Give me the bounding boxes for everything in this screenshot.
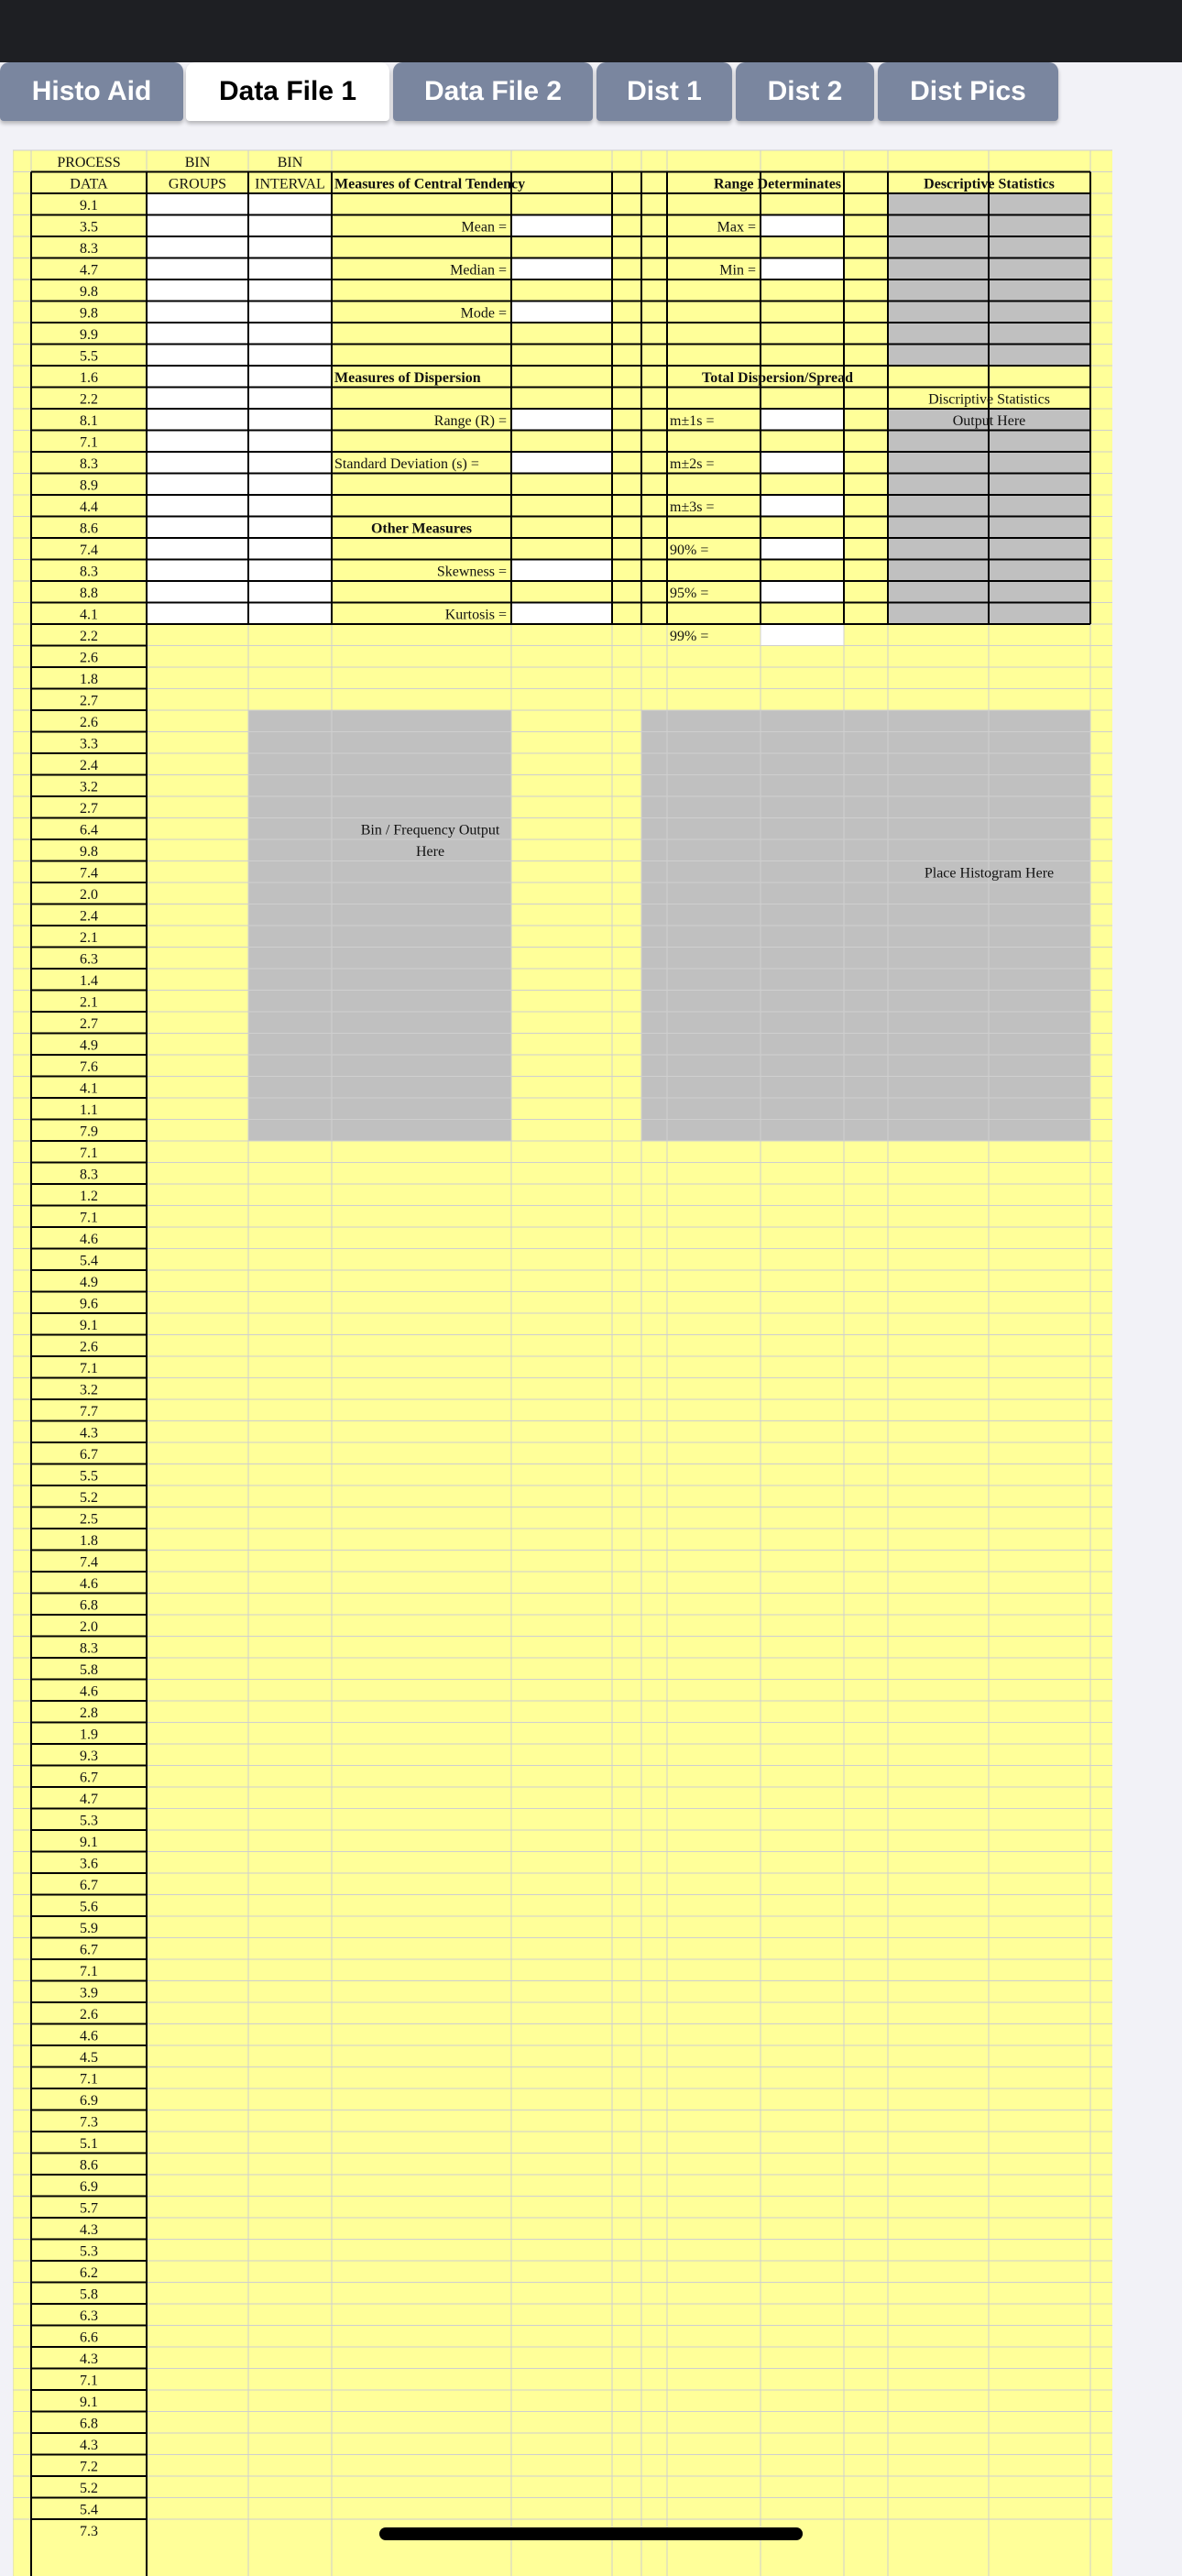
process-data-cell: 5.4 xyxy=(80,2502,98,2518)
mode-input[interactable] xyxy=(511,301,612,323)
central-tendency-header: Measures of Central Tendency xyxy=(334,176,526,192)
process-data-cell: 7.1 xyxy=(80,2373,98,2389)
dispersion-header: Measures of Dispersion xyxy=(334,369,481,386)
process-data-header: DATA xyxy=(70,176,108,192)
process-data-cell: 1.2 xyxy=(80,1188,98,1204)
tab-dist-pics[interactable]: Dist Pics xyxy=(878,62,1058,121)
tab-dist-1[interactable]: Dist 1 xyxy=(596,62,732,121)
home-indicator xyxy=(379,2527,803,2540)
process-data-cell: 1.8 xyxy=(80,1532,98,1549)
process-data-cell: 7.3 xyxy=(80,2523,98,2539)
process-data-cell: 4.9 xyxy=(80,1037,98,1054)
process-data-cell: 6.8 xyxy=(80,2416,98,2432)
tab-data-file-2[interactable]: Data File 2 xyxy=(393,62,593,121)
process-data-cell: 5.7 xyxy=(80,2200,98,2217)
process-data-cell: 5.5 xyxy=(80,348,98,365)
process-data-cell: 5.5 xyxy=(80,1468,98,1485)
process-data-cell: 6.9 xyxy=(80,2178,98,2195)
process-data-cell: 9.1 xyxy=(80,2394,98,2410)
process-data-cell: 7.3 xyxy=(80,2114,98,2131)
process-data-cell: 2.4 xyxy=(80,908,98,925)
process-data-cell: 4.3 xyxy=(80,2437,98,2453)
process-data-cell: 8.1 xyxy=(80,412,98,429)
kurtosis-label: Kurtosis = xyxy=(444,607,507,623)
process-data-cell: 9.8 xyxy=(80,305,98,322)
process-data-cell: 4.1 xyxy=(80,607,98,623)
bin-interval-header: BIN xyxy=(277,154,303,170)
process-data-cell: 4.6 xyxy=(80,1683,98,1700)
process-data-cell: 2.0 xyxy=(80,886,98,903)
tab-data-file-1[interactable]: Data File 1 xyxy=(186,62,389,121)
process-data-cell: 4.3 xyxy=(80,1425,98,1441)
process-data-cell: 9.8 xyxy=(80,283,98,300)
process-data-cell: 7.4 xyxy=(80,542,98,558)
sheet-top-margin xyxy=(13,138,1112,150)
median-label: Median = xyxy=(450,262,507,279)
spreadsheet-grid[interactable] xyxy=(13,138,1112,2576)
process-data-cell: 6.3 xyxy=(80,2307,98,2324)
process-data-cell: 9.1 xyxy=(80,1317,98,1333)
process-data-cell: 9.6 xyxy=(80,1296,98,1312)
kurtosis-input[interactable] xyxy=(511,603,612,625)
skewness-input[interactable] xyxy=(511,560,612,582)
total-dispersion-header: Total Dispersion/Spread xyxy=(702,369,853,386)
mean-input[interactable] xyxy=(511,215,612,237)
process-data-cell: 5.1 xyxy=(80,2135,98,2152)
process-data-cell: 4.3 xyxy=(80,2351,98,2367)
descriptive-statistics-header: Descriptive Statistics xyxy=(924,176,1055,192)
process-data-cell: 7.2 xyxy=(80,2459,98,2475)
process-data-cell: 7.9 xyxy=(80,1124,98,1140)
process-data-cell: 2.6 xyxy=(80,2006,98,2022)
mean-label: Mean = xyxy=(461,219,507,236)
bin-frequency-output-note: Bin / Frequency Output xyxy=(360,822,500,839)
process-data-cell: 7.1 xyxy=(80,1360,98,1376)
process-data-cell: 9.9 xyxy=(80,326,98,343)
min-label: Min = xyxy=(719,262,756,279)
process-data-cell: 2.2 xyxy=(80,628,98,644)
skewness-label: Skewness = xyxy=(436,564,507,580)
process-data-cell: 2.6 xyxy=(80,714,98,730)
tab-histo-aid[interactable]: Histo Aid xyxy=(0,62,183,121)
other-measures-header: Other Measures xyxy=(370,521,473,537)
process-data-cell: 1.9 xyxy=(80,1726,98,1743)
process-data-cell: 8.3 xyxy=(80,1167,98,1183)
process-data-cell: 7.4 xyxy=(80,1554,98,1571)
process-data-cell: 5.3 xyxy=(80,2243,98,2260)
process-data-cell: 7.1 xyxy=(80,434,98,451)
range-determinates-header: Range Determinates xyxy=(713,176,842,192)
process-data-cell: 6.6 xyxy=(80,2329,98,2346)
process-data-cell: 2.7 xyxy=(80,1015,98,1032)
process-data-cell: 5.2 xyxy=(80,1489,98,1506)
process-data-cell: 8.6 xyxy=(80,521,98,537)
range-label: Range (R) = xyxy=(433,412,507,429)
sheet-tab-bar xyxy=(0,62,1182,128)
process-data-cell: 7.1 xyxy=(80,1963,98,1979)
process-data-cell: 4.6 xyxy=(80,1575,98,1592)
process-data-cell: 8.3 xyxy=(80,455,98,472)
process-data-cell: 8.9 xyxy=(80,477,98,494)
process-data-header: PROCESS xyxy=(57,154,121,170)
bin-groups-header: GROUPS xyxy=(168,176,227,192)
process-data-cell: 3.3 xyxy=(80,736,98,752)
process-data-cell: 3.2 xyxy=(80,1382,98,1398)
max-input[interactable] xyxy=(761,215,844,237)
p99-input[interactable] xyxy=(761,624,844,646)
process-data-cell: 5.3 xyxy=(80,1813,98,1829)
histogram-placeholder-note: Place Histogram Here xyxy=(924,865,1055,882)
process-data-cell: 2.6 xyxy=(80,1339,98,1355)
process-data-cell: 1.8 xyxy=(80,671,98,687)
median-input[interactable] xyxy=(511,258,612,280)
process-data-cell: 4.1 xyxy=(80,1080,98,1097)
process-data-cell: 1.6 xyxy=(80,369,98,386)
process-data-cell: 2.5 xyxy=(80,1511,98,1528)
process-data-cell: 9.1 xyxy=(80,197,98,214)
process-data-cell: 4.7 xyxy=(80,262,98,279)
mode-label: Mode = xyxy=(460,305,507,322)
process-data-cell: 2.1 xyxy=(80,994,98,1011)
process-data-cell: 9.8 xyxy=(80,843,98,860)
process-data-cell: 7.7 xyxy=(80,1403,98,1420)
m1s-label: m±1s = xyxy=(670,412,715,429)
m2s-input[interactable] xyxy=(761,452,844,474)
process-data-cell: 6.7 xyxy=(80,1877,98,1893)
process-data-cell: 5.9 xyxy=(80,1920,98,1936)
process-data-cell: 2.8 xyxy=(80,1705,98,1721)
process-data-cell: 5.2 xyxy=(80,2480,98,2496)
bin-frequency-output-note: Here xyxy=(415,843,445,860)
process-data-cell: 6.9 xyxy=(80,2092,98,2109)
m1s-input[interactable] xyxy=(761,409,844,431)
process-data-cell: 4.5 xyxy=(80,2049,98,2066)
bin-interval-header: INTERVAL xyxy=(255,176,325,192)
process-data-cell: 7.6 xyxy=(80,1058,98,1075)
tab-dist-2[interactable]: Dist 2 xyxy=(736,62,874,121)
process-data-cell: 9.1 xyxy=(80,1834,98,1850)
std-dev-input[interactable] xyxy=(511,452,612,474)
process-data-cell: 4.7 xyxy=(80,1791,98,1807)
process-data-cell: 3.5 xyxy=(80,219,98,236)
process-data-cell: 2.6 xyxy=(80,650,98,666)
process-data-cell: 2.7 xyxy=(80,693,98,709)
process-data-cell: 9.3 xyxy=(80,1748,98,1764)
process-data-cell: 1.4 xyxy=(80,972,98,989)
process-data-cell: 4.3 xyxy=(80,2221,98,2238)
process-data-cell: 6.7 xyxy=(80,1942,98,1958)
process-data-cell: 4.4 xyxy=(80,499,98,515)
m3s-label: m±3s = xyxy=(670,499,715,515)
std-dev-label: Standard Deviation (s) = xyxy=(334,455,479,472)
process-data-cell: 2.4 xyxy=(80,757,98,773)
status-bar xyxy=(0,0,1182,62)
process-data-cell: 5.8 xyxy=(80,1661,98,1678)
p90-input[interactable] xyxy=(761,538,844,560)
process-data-cell: 6.3 xyxy=(80,951,98,968)
process-data-cell: 6.7 xyxy=(80,1446,98,1463)
process-data-cell: 7.1 xyxy=(80,1145,98,1161)
process-data-cell: 6.7 xyxy=(80,1770,98,1786)
process-data-cell: 4.6 xyxy=(80,2028,98,2044)
min-input[interactable] xyxy=(761,258,844,280)
process-data-cell: 8.3 xyxy=(80,240,98,257)
m3s-input[interactable] xyxy=(761,495,844,517)
process-data-cell: 1.1 xyxy=(80,1102,98,1118)
process-data-cell: 8.8 xyxy=(80,585,98,601)
max-label: Max = xyxy=(717,219,756,236)
range-input[interactable] xyxy=(511,409,612,431)
p95-label: 95% = xyxy=(670,585,709,601)
desc-stats-output-note: Discriptive Statistics xyxy=(928,391,1050,408)
p90-label: 90% = xyxy=(670,542,709,558)
process-data-cell: 8.6 xyxy=(80,2157,98,2174)
spreadsheet-canvas[interactable] xyxy=(13,138,1112,2576)
process-data-cell: 3.2 xyxy=(80,779,98,795)
process-data-cell: 6.2 xyxy=(80,2264,98,2281)
process-data-cell: 5.8 xyxy=(80,2286,98,2303)
process-data-cell: 8.3 xyxy=(80,564,98,580)
process-data-cell: 2.2 xyxy=(80,391,98,408)
process-data-cell: 3.6 xyxy=(80,1856,98,1872)
process-data-cell: 5.6 xyxy=(80,1899,98,1915)
process-data-cell: 5.4 xyxy=(80,1253,98,1269)
process-data-cell: 4.9 xyxy=(80,1274,98,1290)
process-data-cell: 6.8 xyxy=(80,1597,98,1614)
process-data-cell: 7.4 xyxy=(80,865,98,882)
process-data-cell: 7.1 xyxy=(80,2071,98,2088)
process-data-cell: 8.3 xyxy=(80,1640,98,1657)
m2s-label: m±2s = xyxy=(670,455,715,472)
desc-stats-output-note: Output Here xyxy=(952,412,1026,429)
bin-groups-header: BIN xyxy=(184,154,211,170)
process-data-cell: 2.0 xyxy=(80,1618,98,1635)
process-data-cell: 7.1 xyxy=(80,1210,98,1226)
process-data-cell: 6.4 xyxy=(80,822,98,839)
p95-input[interactable] xyxy=(761,581,844,603)
process-data-cell: 3.9 xyxy=(80,1985,98,2001)
process-data-cell: 4.6 xyxy=(80,1231,98,1247)
p99-label: 99% = xyxy=(670,628,709,644)
process-data-cell: 2.7 xyxy=(80,800,98,817)
process-data-cell: 2.1 xyxy=(80,929,98,946)
